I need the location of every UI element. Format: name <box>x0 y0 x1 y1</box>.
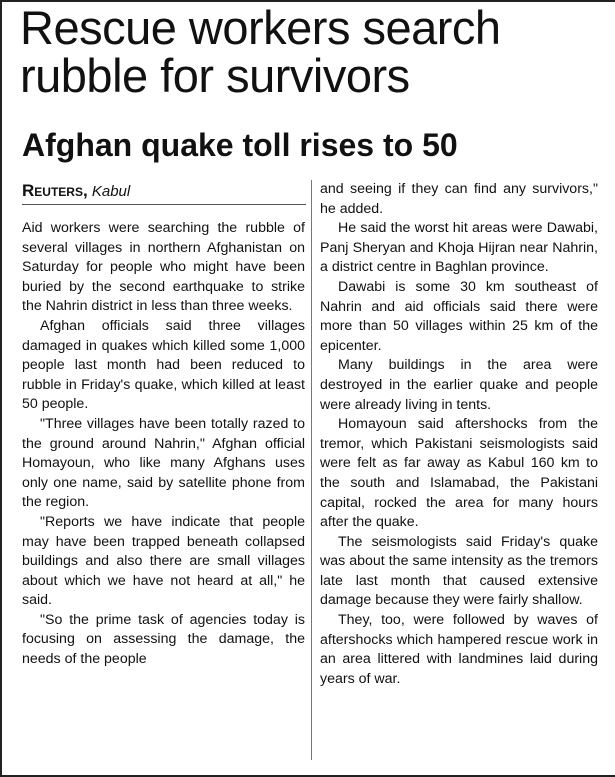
paragraph: "So the prime task of agencies today is focusing on assessing the damage, the needs of the people <box>22 611 305 668</box>
byline-place: Kabul <box>91 183 131 200</box>
paragraph: Many buildings in the area were destroyed in the earlier quake and people were already living in tents. <box>320 357 598 413</box>
byline <box>22 182 130 201</box>
paragraph: He said the worst hit areas were Dawabi, Panj Sheryan and Khoja Hijran near Nahrin, a district centre in Baghlan province. <box>320 220 598 276</box>
paragraph: They, too, were followed by waves of aftershocks which hampered rescue work in an area littered with landmines laid during years of war. <box>320 612 598 687</box>
article-column-left <box>22 219 305 670</box>
paragraph: Homayoun said aftershocks from the tremor, which Pakistani seismologists said were felt as far away as Kabul 160 km to the south and Islamabad, the Pakistani capital, rocked the area for many hours after the quake. <box>320 416 598 531</box>
paragraph: "Three villages have been totally razed to the ground around Nahrin," Afghan official Homayoun, who like many Afghans uses only one name, said by satellite phone from the region. <box>22 415 305 511</box>
article-column-right <box>320 180 598 689</box>
column-divider <box>311 180 312 760</box>
byline-divider <box>22 204 306 205</box>
subheadline: Afghan quake toll rises to 50 <box>22 127 458 163</box>
headline: Rescue workers search rubble for survivors <box>20 1 501 102</box>
byline-agency: Reuters, <box>22 181 88 200</box>
paragraph: Dawabi is some 30 km southeast of Nahrin and aid officials said there were more than 50 villages within 25 km of the epicenter. <box>320 278 598 354</box>
paragraph: The seismologists said Friday's quake was about the same intensity as the tremors late last month that caused extensive damage because they were fairly shallow. <box>320 533 598 609</box>
paragraph: Afghan officials said three villages damaged in quakes which killed some 1,000 people last month had been reduced to rubble in Friday's quake, which killed at least 50 people. <box>22 317 305 413</box>
paragraph: Aid workers were searching the rubble of several villages in northern Afghanistan on Saturday for people who might have been buried by the second earthquake to strike the Nahrin district in less than three weeks. <box>22 220 305 315</box>
paragraph: "Reports we have indicate that people may have been trapped beneath collapsed buildings and also there are small villages about which we have not heard at all," he said. <box>22 513 305 609</box>
paragraph: and seeing if they can find any survivors," he added. <box>320 181 598 217</box>
